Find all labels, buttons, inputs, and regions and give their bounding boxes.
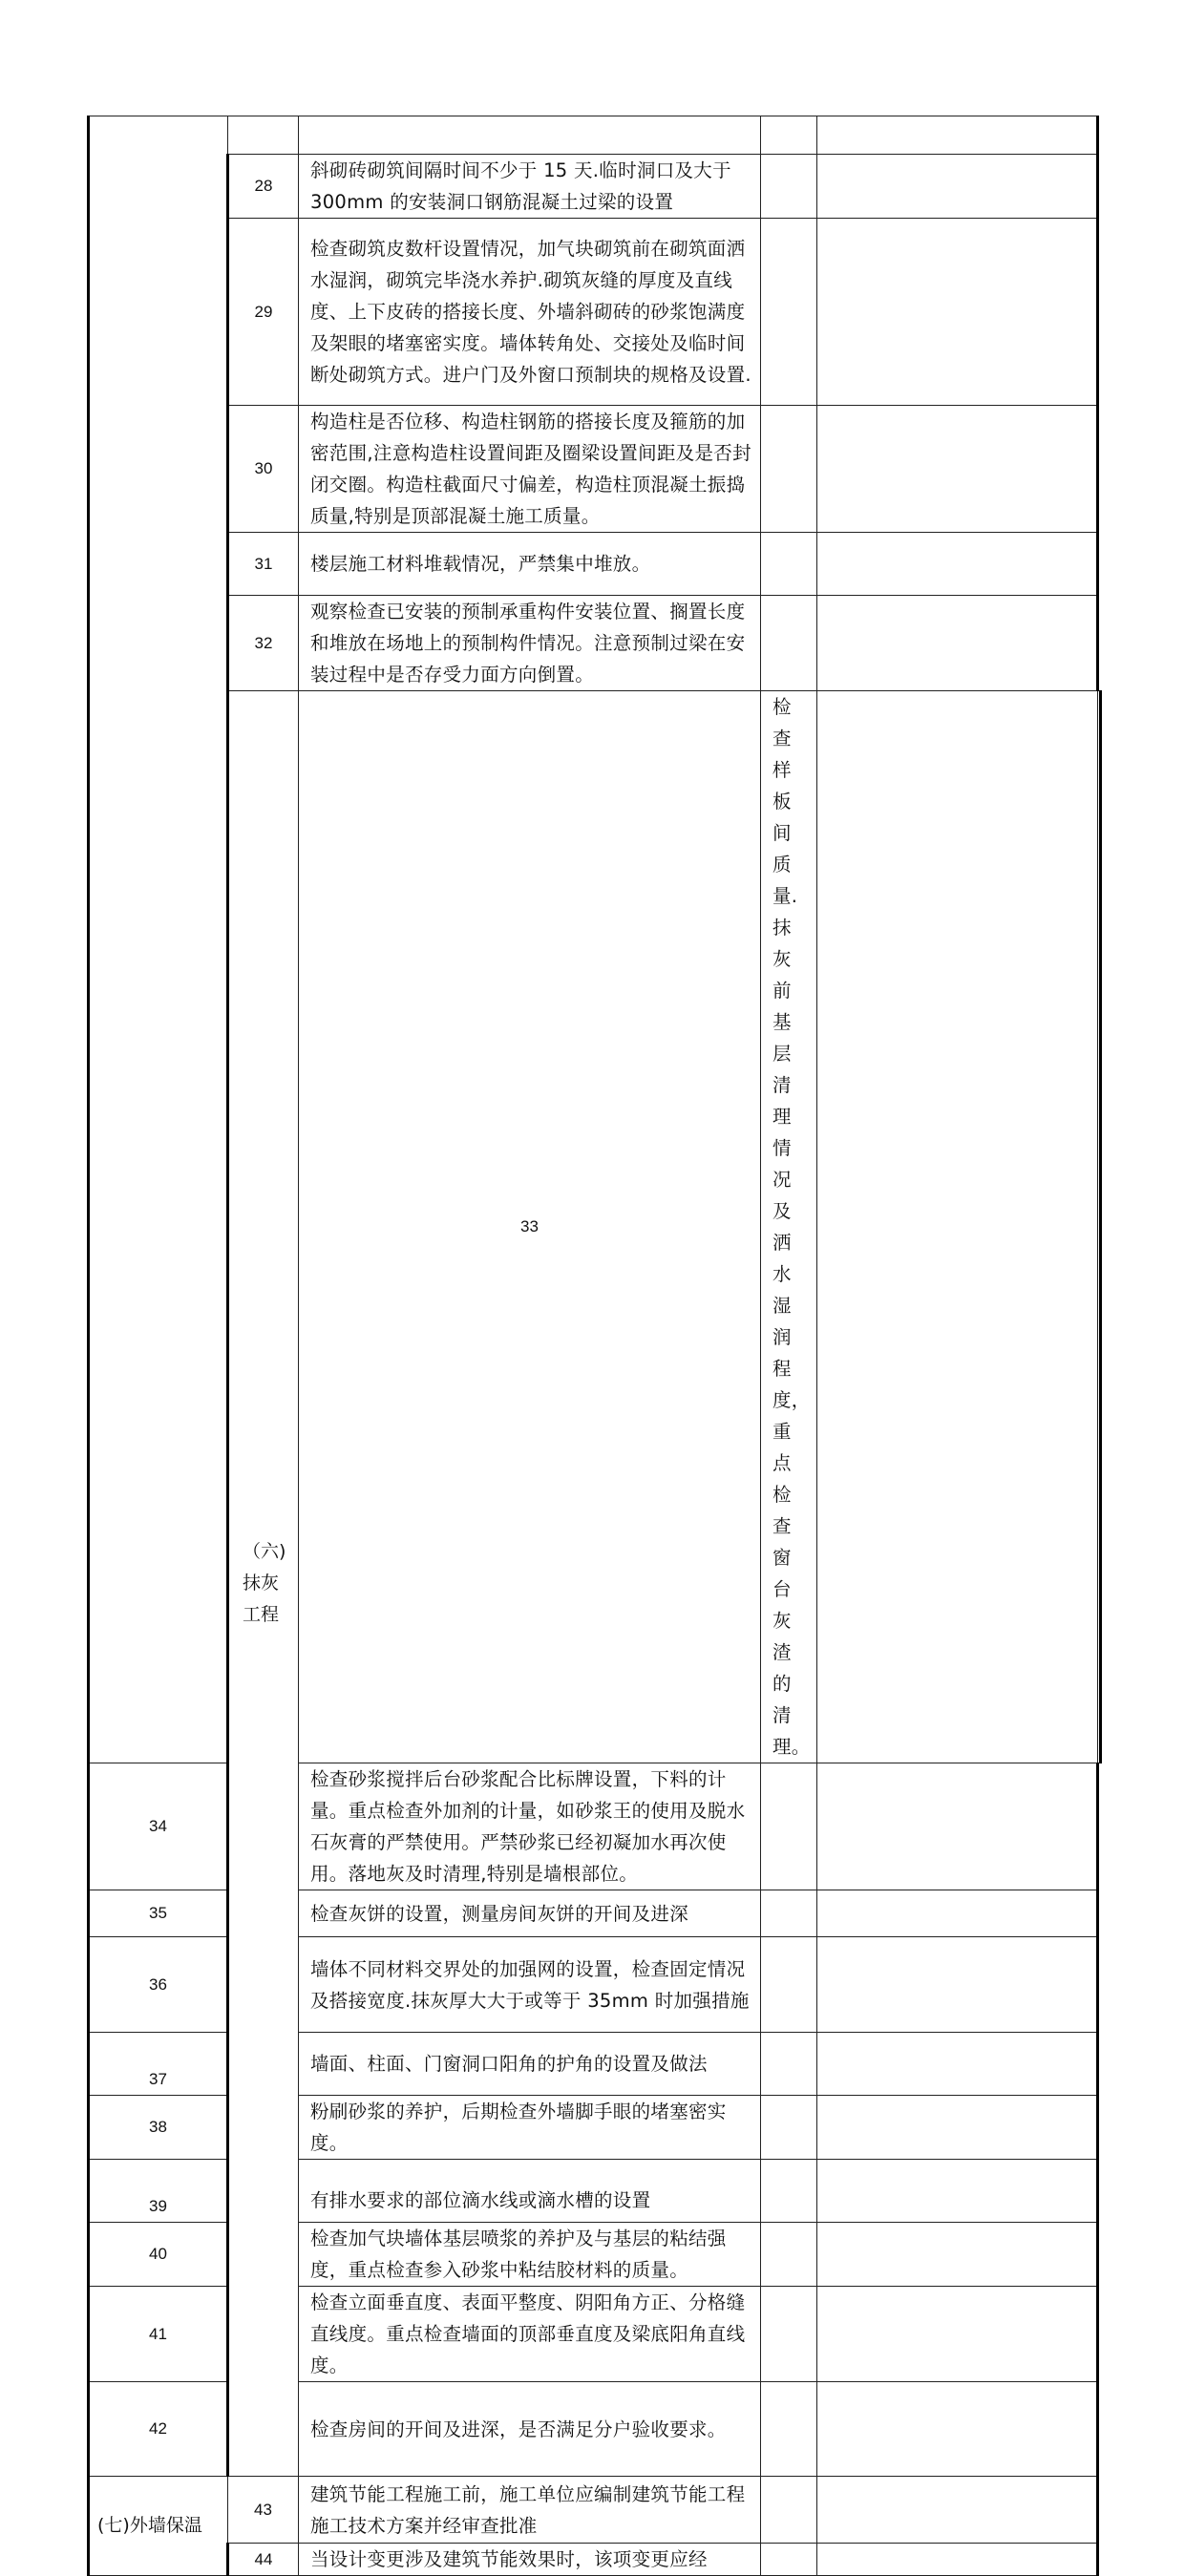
remark-cell[interactable] bbox=[817, 2160, 1098, 2223]
item-description: 构造柱是否位移、构造柱钢筋的搭接长度及箍筋的加密范围,注意构造柱设置间距及圈梁设置间距及是否封闭交圈。构造柱截面尺寸偏差，构造柱顶混凝土振捣质量,特别是顶部混凝土施工质量。 bbox=[299, 406, 761, 533]
item-description: 检查加气块墙体基层喷浆的养护及与基层的粘结强度，重点检查参入砂浆中粘结胶材料的质量。 bbox=[299, 2223, 761, 2287]
result-cell[interactable] bbox=[761, 155, 817, 219]
result-cell[interactable] bbox=[761, 2160, 817, 2223]
table-row bbox=[89, 116, 1101, 155]
result-cell[interactable] bbox=[761, 533, 817, 596]
item-number: 32 bbox=[228, 596, 299, 691]
remark-cell[interactable] bbox=[817, 533, 1098, 596]
remark-cell[interactable] bbox=[817, 2223, 1098, 2287]
remark-cell[interactable] bbox=[817, 596, 1098, 691]
item-number: 35 bbox=[89, 1890, 228, 1937]
result-cell[interactable] bbox=[761, 1890, 817, 1937]
result-cell[interactable] bbox=[761, 2287, 817, 2382]
result-cell[interactable] bbox=[761, 2033, 817, 2096]
remark-cell[interactable] bbox=[817, 1937, 1098, 2033]
remark-cell[interactable] bbox=[817, 406, 1098, 533]
item-number: 31 bbox=[228, 533, 299, 596]
remark-cell[interactable] bbox=[817, 2382, 1098, 2477]
item-description: 观察检查已安装的预制承重构件安装位置、搁置长度和堆放在场地上的预制构件情况。注意预制过梁在安装过程中是否存受力面方向倒置。 bbox=[299, 596, 761, 691]
remark-cell[interactable] bbox=[817, 155, 1098, 219]
item-description: 有排水要求的部位滴水线或滴水槽的设置 bbox=[299, 2160, 761, 2223]
result-cell[interactable] bbox=[761, 2477, 817, 2544]
remark-cell[interactable] bbox=[817, 2033, 1098, 2096]
remark-cell[interactable] bbox=[817, 2287, 1098, 2382]
item-number: 42 bbox=[89, 2382, 228, 2477]
item-description bbox=[299, 116, 761, 155]
item-number: 37 bbox=[89, 2033, 228, 2096]
item-description: 粉刷砂浆的养护，后期检查外墙脚手眼的堵塞密实度。 bbox=[299, 2096, 761, 2160]
table-row bbox=[89, 2544, 1101, 2576]
item-number: 29 bbox=[228, 219, 299, 406]
result-cell[interactable] bbox=[761, 1763, 817, 1890]
table-row bbox=[89, 406, 1101, 533]
item-number: 41 bbox=[89, 2287, 228, 2382]
inspection-table bbox=[87, 116, 1102, 2576]
result-cell[interactable] bbox=[761, 219, 817, 406]
item-description: 楼层施工材料堆载情况，严禁集中堆放。 bbox=[299, 533, 761, 596]
table-row bbox=[89, 533, 1101, 596]
item-description: 检查砌筑皮数杆设置情况，加气块砌筑前在砌筑面洒水湿润，砌筑完毕浇水养护.砌筑灰缝的厚度及直线度、上下皮砖的搭接长度、外墙斜砌砖的砂浆饱满度及架眼的堵塞密实度。墙体转角处、交接处及临时间断处砌筑方式。进户门及外窗口预制块的规格及设置. bbox=[299, 219, 761, 406]
item-description: 检查房间的开间及进深，是否满足分户验收要求。 bbox=[299, 2382, 761, 2477]
remark-cell[interactable] bbox=[817, 2544, 1098, 2576]
remark-cell[interactable] bbox=[817, 1763, 1098, 1890]
result-cell[interactable] bbox=[761, 116, 817, 155]
item-number: 34 bbox=[89, 1763, 228, 1890]
item-number: 30 bbox=[228, 406, 299, 533]
result-cell[interactable] bbox=[761, 2544, 817, 2576]
remark-cell[interactable] bbox=[817, 2096, 1098, 2160]
item-number: 44 bbox=[228, 2544, 299, 2576]
result-cell[interactable] bbox=[761, 2096, 817, 2160]
item-number: 38 bbox=[89, 2096, 228, 2160]
item-number bbox=[228, 116, 299, 155]
remark-cell[interactable] bbox=[817, 116, 1098, 155]
remark-cell[interactable] bbox=[817, 1890, 1098, 1937]
item-number: 39 bbox=[89, 2160, 228, 2223]
item-number: 36 bbox=[89, 1937, 228, 2033]
item-description: 墙面、柱面、门窗洞口阳角的护角的设置及做法 bbox=[299, 2033, 761, 2096]
item-description: 检查灰饼的设置，测量房间灰饼的开间及进深 bbox=[299, 1890, 761, 1937]
remark-cell[interactable] bbox=[1098, 691, 1101, 1763]
table-row bbox=[89, 219, 1101, 406]
item-number: 43 bbox=[228, 2477, 299, 2544]
table-row bbox=[89, 596, 1101, 691]
item-description: 检查样板间质量.抹灰前基层清理情况及洒水湿润程度，重点检查窗台灰渣的清理。 bbox=[761, 691, 817, 1763]
category-cell-insulation: (七)外墙保温 bbox=[89, 2477, 228, 2576]
result-cell[interactable] bbox=[817, 691, 1098, 1763]
inspection-table-page bbox=[87, 116, 1102, 2576]
item-number: 28 bbox=[228, 155, 299, 219]
item-description: 建筑节能工程施工前，施工单位应编制建筑节能工程施工技术方案并经审查批准 bbox=[299, 2477, 761, 2544]
item-description: 检查立面垂直度、表面平整度、阴阳角方正、分格缝直线度。重点检查墙面的顶部垂直度及梁底阳角直线度。 bbox=[299, 2287, 761, 2382]
table-row bbox=[89, 691, 1101, 1763]
result-cell[interactable] bbox=[761, 2382, 817, 2477]
item-description: 墙体不同材料交界处的加强网的设置，检查固定情况及搭接宽度.抹灰厚大大于或等于 35mm 时加强措施 bbox=[299, 1937, 761, 2033]
result-cell[interactable] bbox=[761, 1937, 817, 2033]
category-cell-plaster: （六)抹灰工程 bbox=[228, 691, 299, 2477]
remark-cell[interactable] bbox=[817, 219, 1098, 406]
item-number: 40 bbox=[89, 2223, 228, 2287]
table-row bbox=[89, 155, 1101, 219]
result-cell[interactable] bbox=[761, 406, 817, 533]
table-row bbox=[89, 2477, 1101, 2544]
item-number: 33 bbox=[299, 691, 761, 1763]
remark-cell[interactable] bbox=[817, 2477, 1098, 2544]
result-cell[interactable] bbox=[761, 596, 817, 691]
item-description: 检查砂浆搅拌后台砂浆配合比标牌设置，下料的计量。重点检查外加剂的计量，如砂浆王的使用及脱水石灰膏的严禁使用。严禁砂浆已经初凝加水再次使用。落地灰及时清理,特别是墙根部位。 bbox=[299, 1763, 761, 1890]
item-description: 当设计变更涉及建筑节能效果时，该项变更应经 bbox=[299, 2544, 761, 2576]
category-cell-masonry bbox=[89, 116, 228, 1763]
result-cell[interactable] bbox=[761, 2223, 817, 2287]
item-description: 斜砌砖砌筑间隔时间不少于 15 天.临时洞口及大于 300mm 的安装洞口钢筋混凝土过梁的设置 bbox=[299, 155, 761, 219]
